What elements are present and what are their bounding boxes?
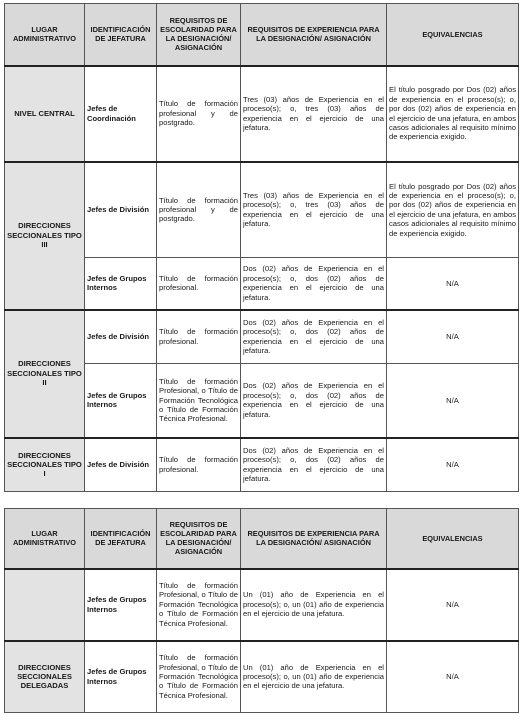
table-row	[5, 310, 519, 364]
jefatura-cell: Jefes de Grupos Internos	[85, 364, 157, 438]
experiencia-cell: Dos (02) años de Experiencia en el proceso(s); o, dos (02) años de experiencia en el ejercicio de una jefatura.	[241, 438, 387, 492]
requirements-table-2	[4, 508, 519, 713]
equivalencias-cell: N/A	[387, 258, 519, 310]
escolaridad-cell: Título de formación Profesional, o Título de Formación Tecnológica o Título de Formación Técnica Profesional.	[157, 569, 241, 641]
header-escolaridad: REQUISITOS DE ESCOLARIDAD PARA LA DESIGNACIÓN/ ASIGNACIÓN	[157, 4, 241, 66]
header-lugar: LUGAR ADMINISTRATIVO	[5, 509, 85, 569]
equivalencias-cell: N/A	[387, 569, 519, 641]
requirements-table-1	[4, 3, 519, 492]
escolaridad-cell: Título de formación profesional.	[157, 310, 241, 364]
experiencia-cell: Dos (02) años de Experiencia en el proceso(s); o, dos (02) años de experiencia en el ejercicio de una jefatura.	[241, 258, 387, 310]
jefatura-cell: Jefes de División	[85, 162, 157, 258]
equivalencias-cell: El título posgrado por Dos (02) años de experiencia en el proceso(s); o, por dos (02) años de experiencia en el ejercicio de una jefatura, en ambos casos adicionales al requisito mínimo de experiencia exigido.	[387, 162, 519, 258]
header-row	[5, 509, 519, 569]
escolaridad-cell: Título de formación profesional.	[157, 258, 241, 310]
escolaridad-cell: Título de formación Profesional, o Título de Formación Tecnológica o Título de Formación Técnica Profesional.	[157, 641, 241, 713]
lugar-nivel-central: NIVEL CENTRAL	[5, 66, 85, 162]
experiencia-cell: Tres (03) años de Experiencia en el proceso(s); o, tres (03) años de experiencia en el ejercicio de una jefatura.	[241, 162, 387, 258]
equivalencias-cell: N/A	[387, 641, 519, 713]
header-equivalencias: EQUIVALENCIAS	[387, 509, 519, 569]
equivalencias-cell: N/A	[387, 310, 519, 364]
lugar-delegadas: DIRECCIONES SECCIONALES DELEGADAS	[5, 641, 85, 713]
header-jefatura: IDENTIFICACIÓN DE JEFATURA	[85, 509, 157, 569]
header-lugar: LUGAR ADMINISTRATIVO	[5, 4, 85, 66]
table-row	[5, 569, 519, 641]
header-jefatura: IDENTIFICACIÓN DE JEFATURA	[85, 4, 157, 66]
jefatura-cell: Jefes de División	[85, 310, 157, 364]
lugar-tipo-ii: DIRECCIONES SECCIONALES TIPO II	[5, 310, 85, 438]
equivalencias-cell: N/A	[387, 364, 519, 438]
table-row	[5, 641, 519, 713]
equivalencias-cell: El título posgrado por Dos (02) años de experiencia en el proceso(s); o, por dos (02) años de experiencia en el ejercicio de una jefatura, en ambos casos adicionales al requisito mínimo de experiencia exigido.	[387, 66, 519, 162]
escolaridad-cell: Título de formación Profesional, o Título de Formación Tecnológica o Título de Formación Técnica Profesional.	[157, 364, 241, 438]
jefatura-cell: Jefes de División	[85, 438, 157, 492]
header-experiencia: REQUISITOS DE EXPERIENCIA PARA LA DESIGNACIÓN/ ASIGNACIÓN	[241, 509, 387, 569]
experiencia-cell: Un (01) año de Experiencia en el proceso(s); o, un (01) año de experiencia en el ejercicio de una jefatura.	[241, 641, 387, 713]
header-equivalencias: EQUIVALENCIAS	[387, 4, 519, 66]
experiencia-cell: Tres (03) años de Experiencia en el proceso(s); o, tres (03) años de experiencia en el ejercicio de una jefatura.	[241, 66, 387, 162]
lugar-tipo-i: DIRECCIONES SECCIONALES TIPO I	[5, 438, 85, 492]
table-row	[5, 438, 519, 492]
jefatura-cell: Jefes de Grupos Internos	[85, 569, 157, 641]
jefatura-cell: Jefes de Grupos Internos	[85, 258, 157, 310]
lugar-tipo-iii: DIRECCIONES SECCIONALES TIPO III	[5, 162, 85, 310]
experiencia-cell: Un (01) año de Experiencia en el proceso(s); o, un (01) año de experiencia en el ejercicio de una jefatura.	[241, 569, 387, 641]
escolaridad-cell: Título de formación profesional y de postgrado.	[157, 162, 241, 258]
table-row	[5, 66, 519, 162]
experiencia-cell: Dos (02) años de Experiencia en el proceso(s); o, dos (02) años de experiencia en el ejercicio de una jefatura.	[241, 364, 387, 438]
lugar-cell	[5, 569, 85, 641]
jefatura-cell: Jefes de Coordinación	[85, 66, 157, 162]
escolaridad-cell: Título de formación profesional.	[157, 438, 241, 492]
experiencia-cell: Dos (02) años de Experiencia en el proceso(s); o, dos (02) años de experiencia en el ejercicio de una jefatura.	[241, 310, 387, 364]
escolaridad-cell: Título de formación profesional y de postgrado.	[157, 66, 241, 162]
header-experiencia: REQUISITOS DE EXPERIENCIA PARA LA DESIGNACIÓN/ ASIGNACIÓN	[241, 4, 387, 66]
equivalencias-cell: N/A	[387, 438, 519, 492]
header-escolaridad: REQUISITOS DE ESCOLARIDAD PARA LA DESIGNACIÓN/ ASIGNACIÓN	[157, 509, 241, 569]
jefatura-cell: Jefes de Grupos Internos	[85, 641, 157, 713]
header-row	[5, 4, 519, 66]
table-row	[5, 162, 519, 258]
